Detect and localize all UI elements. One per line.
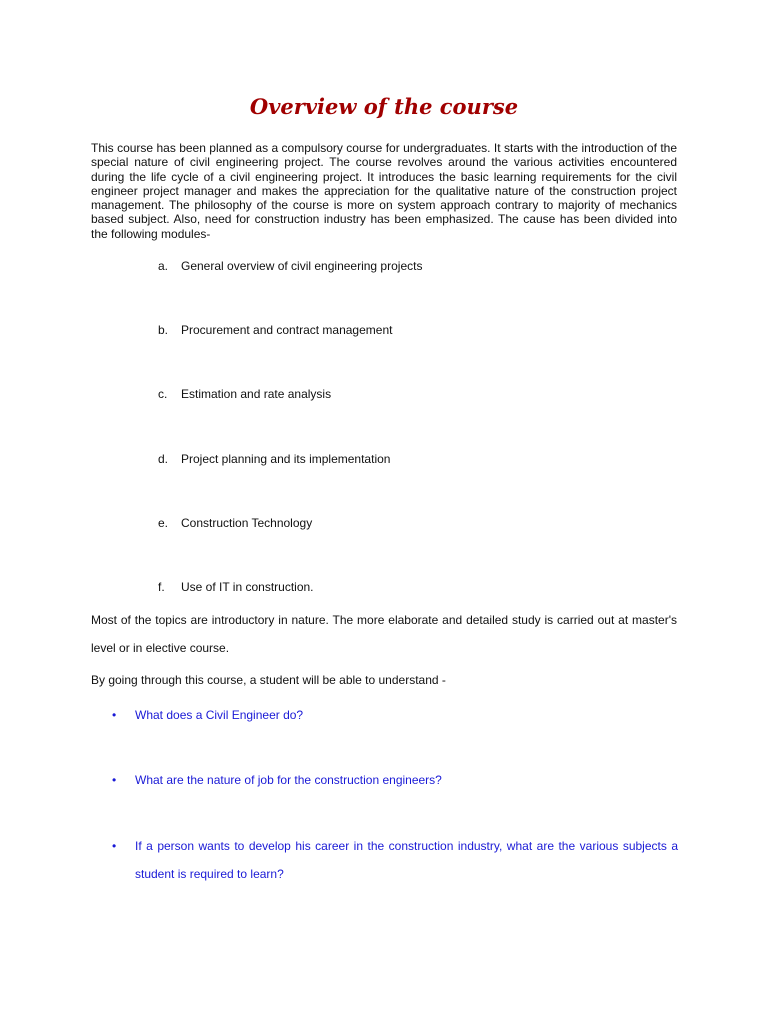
module-item [158,323,392,337]
page-title: Overview of the course [249,94,519,119]
module-text: General overview of civil engineering projects [181,259,423,273]
module-text: Use of IT in construction. [181,580,314,594]
module-letter: e. [158,516,169,530]
topics-paragraph: Most of the topics are introductory in nature. The more elaborate and detailed study is carried out at master's level or in elective course. [91,613,677,655]
module-item [158,516,312,530]
module-text: Project planning and its implementation [181,452,391,466]
module-item [158,580,314,594]
module-item [158,259,422,273]
module-letter: f. [158,580,165,594]
bullet-dot-icon: • [112,839,117,853]
module-letter: d. [158,452,169,466]
outcome-text: What does a Civil Engineer do? [135,708,304,722]
module-item [158,452,390,466]
module-text: Procurement and contract management [181,323,393,337]
module-letter: c. [158,387,168,401]
outcome-intro-paragraph: By going through this course, a student will be able to understand - [91,673,446,687]
outcome-bullet-item [112,832,678,888]
module-letter: a. [158,259,169,273]
module-letter: b. [158,323,169,337]
module-text: Estimation and rate analysis [181,387,332,401]
bullet-dot-icon: • [112,773,117,787]
outcome-text: If a person wants to develop his career in the construction industry, what are the various subjects a student is required to learn? [135,839,678,881]
module-item [158,387,331,401]
bullet-dot-icon: • [112,708,117,722]
outcome-bullet-item [112,701,678,729]
intro-paragraph: This course has been planned as a compulsory course for undergraduates. It starts with the introduction of the special nature of civil engineering project. The course revolves around the various activities encountered during the life cycle of a civil engineering project. It introduces the basic learning requirements for the civil engineer project manager and makes the appreciation for the qualitative nature of the construction project management. The philosophy of the course is more on system approach contrary to majority of mechanics based subject. Also, need for construction industry has been emphasized. The cause has been divided into the following modules- [91,141,677,241]
outcome-text: What are the nature of job for the construction engineers? [135,773,442,787]
outcome-bullet-item [112,766,678,794]
module-text: Construction Technology [181,516,313,530]
